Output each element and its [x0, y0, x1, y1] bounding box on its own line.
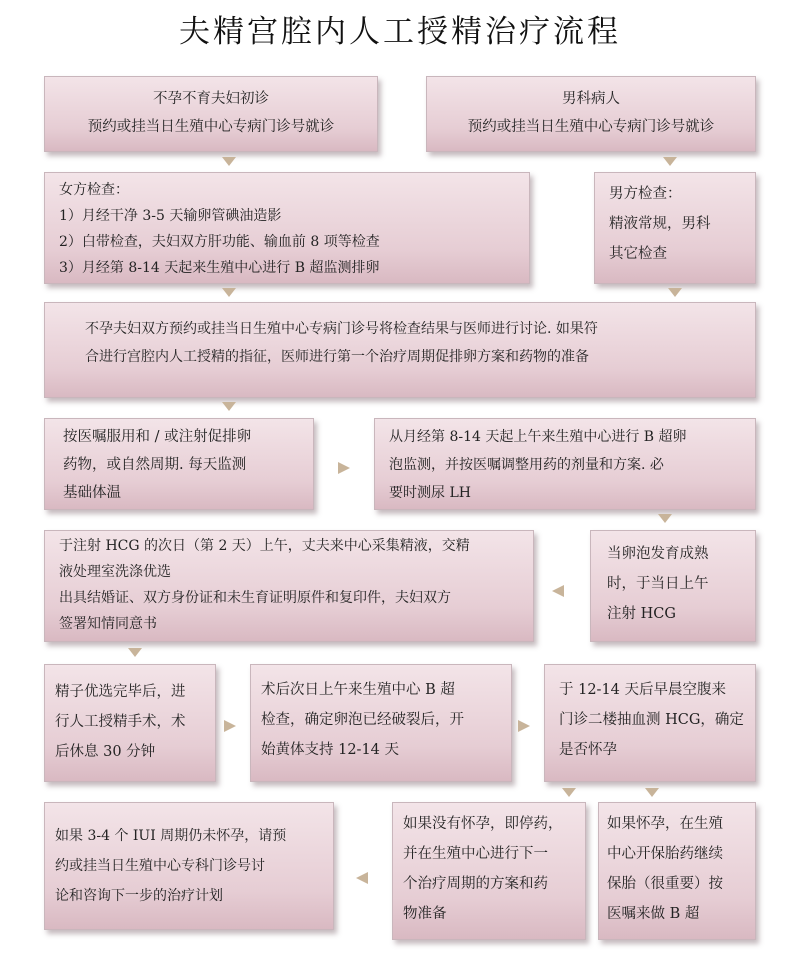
arrow-down	[668, 288, 682, 297]
box-line: 精液常规，男科	[609, 216, 711, 232]
box-line: 要时测尿 LH	[389, 485, 471, 501]
box-female-exam	[44, 172, 530, 284]
box-insemination	[44, 664, 216, 782]
arrow-left	[552, 585, 564, 597]
box-line: 保胎（很重要）按	[607, 876, 723, 892]
box-post-op	[250, 664, 512, 782]
box-line: 精子优选完毕后，进	[55, 684, 186, 700]
box-line: 行人工授精手术，术	[55, 714, 186, 730]
box-line: 男科病人	[562, 91, 620, 107]
box-monitoring	[374, 418, 756, 510]
box-initial-couple	[44, 76, 378, 152]
arrow-left	[356, 872, 368, 884]
box-line: 当卵泡发育成熟	[607, 546, 709, 562]
box-pregnancy-test	[544, 664, 756, 782]
box-line: 不孕夫妇双方预约或挂当日生殖中心专病门诊号将检查结果与医师进行讨论. 如果符	[85, 321, 598, 337]
arrow-down	[222, 402, 236, 411]
box-line: 如果怀孕，在生殖	[607, 816, 723, 832]
box-semen-collection	[44, 530, 534, 642]
box-repeat-failure	[44, 802, 334, 930]
arrow-right	[518, 720, 530, 732]
box-medication	[44, 418, 314, 510]
box-line: 男方检查：	[609, 186, 682, 202]
box-line: 于 12-14 天后早晨空腹来	[559, 682, 727, 698]
page-title: 夫精宫腔内人工授精治疗流程	[179, 14, 621, 50]
box-line: 术后次日上午来生殖中心 B 超	[261, 682, 455, 698]
box-line: 论和咨询下一步的治疗计划	[55, 888, 223, 904]
box-pregnant	[598, 802, 756, 940]
box-line: 其它检查	[609, 246, 667, 262]
box-line: 3）月经第 8-14 天起来生殖中心进行 B 超监测排卵	[59, 260, 380, 276]
box-line: 泡监测，并按医嘱调整用药的剂量和方案. 必	[389, 457, 664, 473]
box-line: 按医嘱服用和 / 或注射促排卵	[63, 429, 252, 445]
box-line: 是否怀孕	[559, 742, 617, 758]
box-line: 如果没有怀孕，即停药，	[403, 816, 563, 832]
box-line: 1）月经干净 3-5 天输卵管碘油造影	[59, 208, 282, 224]
box-line: 后休息 30 分钟	[55, 744, 156, 760]
box-line: 预约或挂当日生殖中心专病门诊号就诊	[87, 119, 335, 135]
arrow-down	[663, 157, 677, 166]
box-not-pregnant	[392, 802, 586, 940]
box-line: 个治疗周期的方案和药	[403, 876, 548, 892]
box-male-exam	[594, 172, 756, 284]
arrow-down	[562, 788, 576, 797]
arrow-down	[658, 514, 672, 523]
box-line: 始黄体支持 12-14 天	[261, 742, 400, 758]
box-line: 从月经第 8-14 天起上午来生殖中心进行 B 超卵	[389, 429, 687, 445]
box-line: 时，于当日上午	[607, 576, 709, 592]
box-discussion	[44, 302, 756, 398]
box-line: 于注射 HCG 的次日（第 2 天）上午，丈夫来中心采集精液，交精	[59, 538, 470, 554]
arrow-down	[645, 788, 659, 797]
arrow-down	[128, 648, 142, 657]
box-line: 物准备	[403, 906, 447, 922]
box-line: 注射 HCG	[607, 606, 676, 622]
box-line: 检查，确定卵泡已经破裂后，开	[261, 712, 464, 728]
box-line: 液处理室洗涤优选	[59, 564, 171, 580]
arrow-right	[338, 462, 350, 474]
box-line: 并在生殖中心进行下一	[403, 846, 548, 862]
box-line: 门诊二楼抽血测 HCG，确定	[559, 712, 744, 728]
box-line: 中心开保胎药继续	[607, 846, 723, 862]
box-line: 预约或挂当日生殖中心专病门诊号就诊	[467, 119, 715, 135]
arrow-right	[224, 720, 236, 732]
box-line: 女方检查：	[59, 182, 129, 198]
arrow-down	[222, 157, 236, 166]
arrow-down	[222, 288, 236, 297]
box-follicle-mature	[590, 530, 756, 642]
box-initial-male	[426, 76, 756, 152]
box-line: 不孕不育夫妇初诊	[153, 91, 269, 107]
box-line: 约或挂当日生殖中心专科门诊号讨	[55, 858, 265, 874]
box-line: 合进行宫腔内人工授精的指征，医师进行第一个治疗周期促排卵方案和药物的准备	[85, 349, 589, 365]
box-line: 基础体温	[63, 485, 121, 501]
box-line: 如果 3-4 个 IUI 周期仍未怀孕，请预	[55, 828, 287, 844]
box-line: 医嘱来做 B 超	[607, 906, 700, 922]
box-line: 药物，或自然周期. 每天监测	[63, 457, 247, 473]
box-line: 2）白带检查，夫妇双方肝功能、输血前 8 项等检查	[59, 234, 380, 250]
box-line: 出具结婚证、双方身份证和未生育证明原件和复印件，夫妇双方	[59, 590, 451, 606]
box-line: 签署知情同意书	[59, 616, 157, 632]
